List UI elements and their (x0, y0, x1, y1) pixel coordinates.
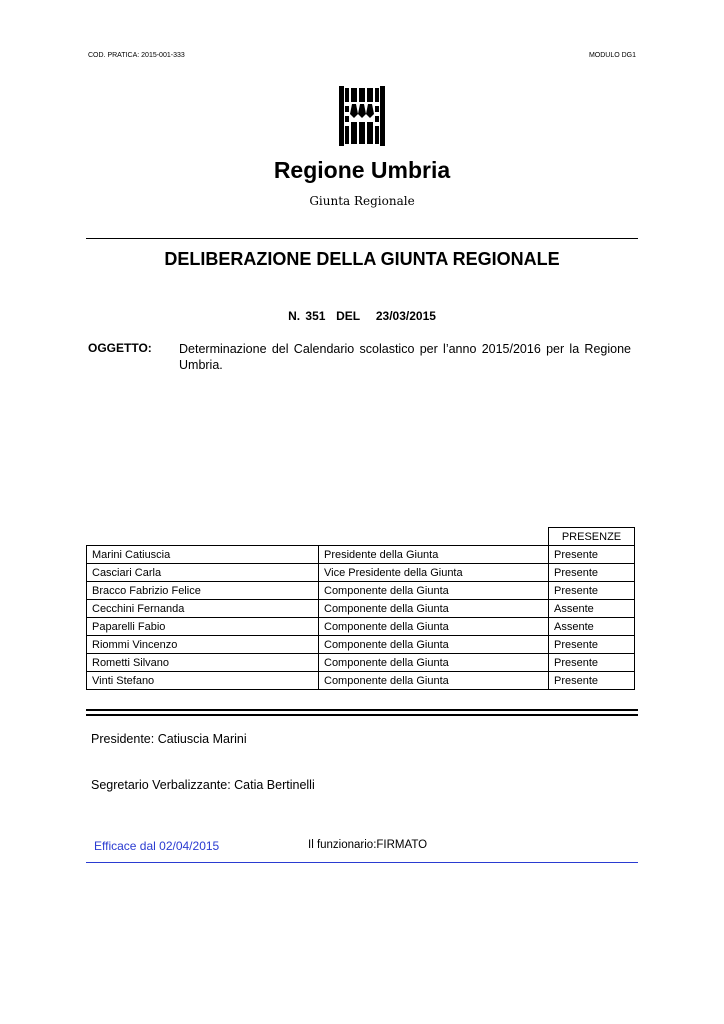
member-role: Vice Presidente della Giunta (319, 564, 549, 582)
member-status: Presente (549, 636, 635, 654)
member-role: Componente della Giunta (319, 600, 549, 618)
region-subtitle: Giunta Regionale (309, 194, 415, 208)
table-row (87, 654, 635, 672)
member-status: Presente (549, 546, 635, 564)
member-name: Paparelli Fabio (87, 618, 319, 636)
member-name: Marini Catiuscia (87, 546, 319, 564)
attendance-table (86, 527, 635, 690)
practice-code: COD. PRATICA: 2015-001-333 (88, 52, 185, 59)
member-status: Presente (549, 582, 635, 600)
member-status: Presente (549, 654, 635, 672)
subject-label: OGGETTO: (88, 341, 152, 355)
attendance-header-row (87, 528, 635, 546)
double-divider-bottom (86, 714, 638, 716)
member-role: Componente della Giunta (319, 618, 549, 636)
table-row (87, 600, 635, 618)
double-divider-top (86, 709, 638, 711)
table-row (87, 636, 635, 654)
attendance-header: PRESENZE (549, 528, 635, 546)
table-row (87, 672, 635, 690)
member-status: Presente (549, 564, 635, 582)
table-row (87, 582, 635, 600)
member-name: Casciari Carla (87, 564, 319, 582)
top-divider (86, 238, 638, 239)
document-number: N. 351 DEL 23/03/2015 (288, 309, 436, 323)
president-line: Presidente: Catiuscia Marini (91, 732, 247, 746)
member-name: Cecchini Fernanda (87, 600, 319, 618)
member-role: Componente della Giunta (319, 654, 549, 672)
member-role: Componente della Giunta (319, 582, 549, 600)
member-name: Rometti Silvano (87, 654, 319, 672)
official-signature: Il funzionario:FIRMATO (308, 839, 428, 851)
member-role: Componente della Giunta (319, 672, 549, 690)
subject-text: Determinazione del Calendario scolastico per l’anno 2015/2016 per la Regione Umbria. (179, 342, 631, 372)
regione-umbria-logo-icon (339, 86, 385, 146)
member-name: Riommi Vincenzo (87, 636, 319, 654)
member-role: Presidente della Giunta (319, 546, 549, 564)
table-row (87, 618, 635, 636)
member-name: Vinti Stefano (87, 672, 319, 690)
form-code: MODULO DG1 (588, 52, 636, 59)
member-name: Bracco Fabrizio Felice (87, 582, 319, 600)
member-status: Assente (549, 600, 635, 618)
member-status: Assente (549, 618, 635, 636)
effective-date: Efficace dal 02/04/2015 (94, 839, 220, 853)
table-row (87, 546, 635, 564)
document-title: DELIBERAZIONE DELLA GIUNTA REGIONALE (164, 249, 560, 269)
member-role: Componente della Giunta (319, 636, 549, 654)
member-status: Presente (549, 672, 635, 690)
bottom-divider (86, 862, 638, 863)
secretary-line: Segretario Verbalizzante: Catia Bertinelli (91, 778, 315, 792)
table-row (87, 564, 635, 582)
region-name: Regione Umbria (273, 157, 451, 183)
